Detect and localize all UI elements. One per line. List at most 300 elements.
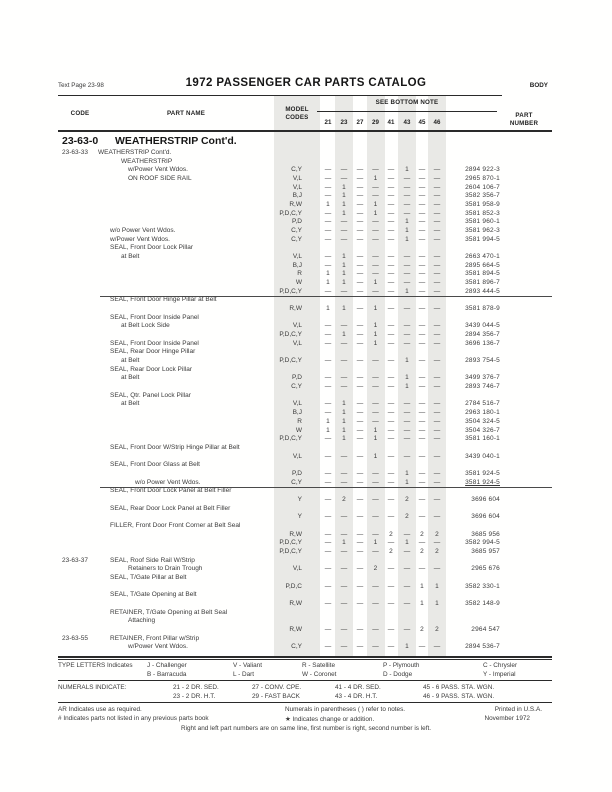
model-qty-cell: — (356, 227, 364, 235)
model-qty-cell: 1 (405, 374, 409, 382)
row-part-number: 3582 994-5 (465, 539, 500, 547)
row-part-name: w/o Power Vent Wdos. (135, 478, 201, 486)
model-qty-cell: 1 (342, 417, 346, 425)
model-qty-cell: — (356, 357, 364, 365)
model-qty-cell: — (340, 478, 348, 486)
model-qty-cell: — (356, 478, 364, 486)
model-qty-cell: — (403, 426, 411, 434)
row-part-name: SEAL, Roof Side Rail W/Strip (110, 556, 195, 564)
row-part-number: 3439 044-5 (465, 322, 500, 330)
model-qty-cell: — (324, 469, 332, 477)
model-qty-cell: — (387, 235, 395, 243)
model-qty-cell: — (387, 322, 395, 330)
table-row (0, 461, 612, 470)
row-model-codes: P,D,C,Y (279, 331, 302, 339)
model-qty-cell: — (433, 279, 441, 287)
model-qty-cell: — (403, 253, 411, 261)
model-qty-cell: — (433, 539, 441, 547)
model-qty-cell: — (372, 166, 379, 174)
model-qty-cell: 1 (342, 400, 346, 408)
model-qty-cell: 1 (420, 582, 424, 590)
model-qty-cell: — (372, 469, 379, 477)
model-qty-cell: 1 (326, 279, 330, 287)
model-qty-cell: 1 (405, 166, 409, 174)
row-code: 23-63-37 (62, 556, 89, 564)
row-model-codes: V,L (292, 253, 302, 261)
model-qty-cell: — (418, 209, 426, 217)
model-qty-cell: — (324, 539, 332, 547)
model-qty-cell: — (324, 218, 332, 226)
model-qty-cell: — (387, 469, 395, 477)
row-part-number: 3685 956 (471, 530, 500, 538)
col-header-code: CODE (70, 110, 90, 117)
model-qty-cell: — (387, 417, 395, 425)
row-part-name: SEAL, Front Door Lock Panel at Belt Filler (110, 487, 232, 495)
model-qty-cell: — (340, 643, 348, 651)
table-row (0, 635, 612, 644)
row-model-codes: C,Y (291, 383, 302, 391)
row-model-codes: P,D,C,Y (279, 435, 302, 443)
model-qty-cell: — (356, 331, 364, 339)
row-part-name: w/o Power Vent Wdos. (110, 227, 176, 235)
model-qty-cell: — (433, 435, 441, 443)
row-part-name: SEAL, T/Gate Opening at Belt (110, 591, 197, 599)
section-code: 23-63-0 (62, 135, 99, 147)
model-qty-cell: 1 (326, 201, 330, 209)
model-qty-cell: — (418, 417, 426, 425)
row-model-codes: R,W (289, 201, 302, 209)
note-star: ★ Indicates change or addition. (285, 716, 375, 723)
model-qty-cell: — (418, 409, 426, 417)
row-model-codes: V,L (292, 175, 302, 183)
row-part-number: 2663 470-1 (465, 253, 500, 261)
model-qty-cell: 1 (342, 279, 346, 287)
model-qty-cell: — (356, 417, 364, 425)
table-header-rule (58, 130, 552, 132)
model-qty-cell: — (433, 183, 441, 191)
row-part-number: 3685 957 (471, 547, 500, 555)
model-qty-cell: — (418, 331, 426, 339)
model-qty-cell: — (433, 478, 441, 486)
model-qty-cell: — (356, 435, 364, 443)
row-part-name: SEAL, Front Door Hinge Pillar at Belt (110, 296, 217, 304)
row-model-codes: R,W (289, 599, 302, 607)
model-qty-cell: 2 (420, 625, 424, 633)
model-qty-cell: 1 (373, 279, 378, 287)
model-qty-cell: — (403, 322, 411, 330)
model-qty-cell: 2 (405, 513, 409, 521)
model-qty-cell: 1 (405, 218, 409, 226)
model-qty-cell: — (372, 400, 379, 408)
model-qty-cell: — (418, 305, 426, 313)
model-qty-cell: — (387, 383, 395, 391)
model-qty-cell: — (356, 565, 364, 573)
table-row (0, 227, 612, 236)
model-qty-cell: — (356, 270, 364, 278)
row-model-codes: P,D (292, 469, 302, 477)
model-qty-cell: — (324, 227, 332, 235)
model-qty-cell: — (356, 192, 364, 200)
model-qty-cell: — (418, 227, 426, 235)
row-part-name: WEATHERSTRIP (121, 157, 173, 165)
legend-entry: 43 - 4 DR. H.T. (335, 693, 378, 700)
legend-entry: B - Barracuda (147, 671, 187, 678)
model-qty-cell: — (324, 253, 332, 261)
model-qty-cell: — (372, 374, 379, 382)
row-part-number: 2964 547 (471, 625, 500, 633)
model-qty-cell: — (340, 565, 348, 573)
model-qty-cell: — (356, 643, 364, 651)
model-qty-cell: — (403, 599, 411, 607)
model-qty-cell: — (403, 175, 411, 183)
note-hash: # Indicates parts not listed in any previous parts book (58, 715, 209, 722)
model-qty-cell: — (372, 625, 379, 633)
model-qty-cell: — (387, 643, 395, 651)
model-qty-cell: — (433, 452, 441, 460)
table-row (0, 609, 612, 618)
model-qty-cell: — (433, 417, 441, 425)
row-part-name: at Belt Lock Side (121, 322, 170, 330)
model-qty-cell: — (340, 357, 348, 365)
table-row (0, 244, 612, 253)
model-qty-cell: — (372, 357, 379, 365)
model-qty-cell: 1 (326, 417, 330, 425)
table-row (0, 557, 612, 566)
model-qty-cell: — (340, 513, 348, 521)
row-part-name: SEAL, T/Gate Pillar at Belt (110, 573, 187, 581)
footer-double-rule-bottom (58, 659, 552, 660)
col-header-numeral: 46 (433, 119, 441, 126)
legend-entry: P - Plymouth (383, 662, 420, 669)
model-qty-cell: — (356, 287, 364, 295)
table-row (0, 149, 612, 158)
model-qty-cell: — (340, 383, 348, 391)
title-rule (58, 95, 502, 96)
col-header-numeral: 21 (324, 119, 332, 126)
model-qty-cell: — (387, 331, 395, 339)
model-qty-cell: — (372, 218, 379, 226)
table-row (0, 201, 612, 210)
table-row (0, 348, 612, 357)
model-qty-cell: 1 (373, 209, 378, 217)
model-qty-cell: 1 (373, 539, 378, 547)
row-model-codes: P,D,C,Y (279, 547, 302, 555)
row-part-name: SEAL, Rear Door Lock Pillar (110, 365, 193, 373)
model-qty-cell: — (418, 287, 426, 295)
model-qty-cell: 1 (405, 235, 409, 243)
legend-entry: Y - Imperial (483, 671, 516, 678)
table-row (0, 392, 612, 401)
model-qty-cell: 1 (405, 383, 409, 391)
model-qty-cell: — (372, 253, 379, 261)
model-qty-cell: 1 (342, 183, 346, 191)
model-qty-cell: — (403, 417, 411, 425)
row-part-name: at Belt (121, 357, 140, 365)
model-qty-cell: — (356, 469, 364, 477)
table-row (0, 210, 612, 219)
model-qty-cell: — (372, 417, 379, 425)
table-row (0, 366, 612, 375)
model-qty-cell: — (387, 183, 395, 191)
row-part-name: WEATHERSTRIP Cont'd. (98, 149, 172, 156)
row-model-codes: C,Y (291, 227, 302, 235)
numerals-rule-top (58, 680, 552, 681)
model-qty-cell: — (418, 235, 426, 243)
model-qty-cell: — (387, 599, 395, 607)
model-qty-cell: — (372, 183, 379, 191)
row-model-codes: C,Y (291, 235, 302, 243)
model-qty-cell: — (356, 599, 364, 607)
model-qty-cell: — (324, 643, 332, 651)
model-qty-cell: — (403, 279, 411, 287)
model-qty-cell: 2 (405, 495, 409, 503)
model-qty-cell: — (356, 305, 364, 313)
model-qty-cell: — (418, 357, 426, 365)
model-qty-cell: — (324, 435, 332, 443)
model-qty-cell: — (403, 201, 411, 209)
row-part-number: 2893 746-7 (465, 383, 500, 391)
row-part-name: SEAL, Front Door Glass at Belt (110, 461, 200, 469)
model-qty-cell: — (418, 513, 426, 521)
model-qty-cell: — (372, 547, 379, 555)
table-row (0, 374, 612, 383)
row-model-codes: R (297, 417, 302, 425)
table-row (0, 331, 612, 340)
model-qty-cell: — (403, 409, 411, 417)
model-qty-cell: — (418, 175, 426, 183)
model-qty-cell: — (433, 357, 441, 365)
table-row (0, 427, 612, 436)
legend-entry: D - Dodge (383, 671, 413, 678)
col-header-numeral: 29 (372, 119, 379, 126)
model-qty-cell: 2 (389, 547, 393, 555)
model-qty-cell: — (418, 565, 426, 573)
model-qty-cell: 1 (405, 643, 409, 651)
row-model-codes: Y (297, 495, 302, 503)
model-qty-cell: — (324, 409, 332, 417)
row-part-number: 2604 106-7 (465, 183, 500, 191)
row-part-number: 3581 958-9 (465, 201, 500, 209)
row-part-name: ON ROOF SIDE RAIL (128, 175, 192, 183)
model-qty-cell: — (387, 218, 395, 226)
table-row (0, 496, 612, 505)
col-header-model-codes-l1: MODEL (285, 106, 309, 113)
numerals-label: NUMERALS INDICATE: (58, 684, 127, 691)
table-row (0, 279, 612, 288)
table-row (0, 218, 612, 227)
model-qty-cell: — (403, 400, 411, 408)
row-part-number: 3581 896-7 (465, 279, 500, 287)
table-row (0, 453, 612, 462)
row-model-codes: C,Y (291, 166, 302, 174)
row-part-name: SEAL, Rear Door Lock Panel at Belt Filler (110, 504, 231, 512)
col-header-numeral: 41 (387, 119, 395, 126)
model-qty-cell: — (387, 478, 395, 486)
model-qty-cell: — (356, 261, 364, 269)
model-qty-cell: 1 (373, 435, 378, 443)
table-row (0, 583, 612, 592)
model-qty-cell: — (356, 166, 364, 174)
model-qty-cell: 1 (373, 331, 378, 339)
table-row (0, 400, 612, 409)
model-qty-cell: — (356, 339, 364, 347)
table-row (0, 383, 612, 392)
model-qty-cell: 1 (373, 339, 378, 347)
table-row (0, 522, 612, 531)
row-model-codes: V,L (292, 452, 302, 460)
model-qty-cell: 1 (342, 409, 346, 417)
row-part-name: SEAL, Front Door Inside Panel (110, 339, 199, 347)
row-part-number: 2894 536-7 (465, 643, 500, 651)
model-qty-cell: — (387, 279, 395, 287)
legend-entry: J - Challenger (147, 662, 187, 669)
table-row (0, 565, 612, 574)
model-qty-cell: — (433, 400, 441, 408)
model-qty-cell: — (418, 201, 426, 209)
table-row (0, 513, 612, 522)
model-qty-cell: — (340, 599, 348, 607)
model-qty-cell: — (433, 409, 441, 417)
model-qty-cell: — (403, 270, 411, 278)
model-qty-cell: — (433, 201, 441, 209)
model-qty-cell: — (418, 400, 426, 408)
model-qty-cell: — (433, 261, 441, 269)
row-part-name: at Belt (121, 400, 140, 408)
model-qty-cell: — (324, 339, 332, 347)
model-qty-cell: — (418, 539, 426, 547)
model-qty-cell: — (433, 209, 441, 217)
model-qty-cell: — (418, 495, 426, 503)
model-qty-cell: 1 (435, 582, 439, 590)
model-qty-cell: — (403, 331, 411, 339)
model-qty-cell: 1 (373, 322, 378, 330)
model-qty-cell: — (324, 261, 332, 269)
model-qty-cell: — (372, 192, 379, 200)
model-qty-cell: — (403, 183, 411, 191)
model-qty-cell: — (324, 175, 332, 183)
model-qty-cell: — (387, 339, 395, 347)
model-qty-cell: — (433, 383, 441, 391)
row-model-codes: P,D,C,Y (279, 357, 302, 365)
row-part-number: 3499 376-7 (465, 374, 500, 382)
model-qty-cell: — (356, 183, 364, 191)
table-row (0, 175, 612, 184)
row-part-name: Attaching (128, 617, 156, 625)
model-qty-cell: — (356, 253, 364, 261)
row-part-name: RETAINER, T/Gate Opening at Belt Seal (110, 608, 228, 616)
model-qty-cell: — (387, 270, 395, 278)
model-qty-cell: 1 (342, 201, 346, 209)
col-header-part-number-l1: PART (515, 112, 533, 119)
model-qty-cell: — (433, 218, 441, 226)
row-part-number: 2784 516-7 (465, 400, 500, 408)
model-qty-cell: — (418, 270, 426, 278)
model-qty-cell: 1 (326, 305, 330, 313)
col-header-numeral: 43 (403, 119, 411, 126)
table-row (0, 184, 612, 193)
row-model-codes: R,W (289, 530, 302, 538)
row-model-codes: P,D (292, 218, 302, 226)
model-qty-cell: — (340, 287, 348, 295)
model-qty-cell: — (324, 192, 332, 200)
model-qty-cell: — (418, 383, 426, 391)
legend-entry: 27 - CONV. CPE. (252, 684, 302, 691)
model-qty-cell: — (372, 287, 379, 295)
table-row (0, 305, 612, 314)
table-row (0, 591, 612, 600)
model-qty-cell: — (340, 339, 348, 347)
row-code: 23-63-55 (62, 634, 89, 642)
model-qty-cell: — (387, 513, 395, 521)
model-qty-cell: — (418, 253, 426, 261)
model-qty-cell: — (403, 209, 411, 217)
model-qty-cell: — (324, 452, 332, 460)
model-qty-cell: — (387, 565, 395, 573)
model-qty-cell: — (418, 339, 426, 347)
model-qty-cell: — (387, 201, 395, 209)
model-qty-cell: 1 (405, 469, 409, 477)
model-qty-cell: — (356, 452, 364, 460)
model-qty-cell: — (356, 218, 364, 226)
table-row (0, 236, 612, 245)
see-note-underline (317, 111, 497, 112)
model-qty-cell: 2 (435, 625, 439, 633)
table-row (0, 409, 612, 418)
model-qty-cell: — (324, 400, 332, 408)
model-qty-cell: — (418, 469, 426, 477)
model-qty-cell: — (372, 643, 379, 651)
model-qty-cell: — (324, 582, 332, 590)
model-qty-cell: — (418, 322, 426, 330)
model-qty-cell: — (340, 530, 348, 538)
row-model-codes: V,L (292, 183, 302, 191)
model-qty-cell: — (372, 530, 379, 538)
model-qty-cell: — (324, 478, 332, 486)
legend-entry: 29 - FAST BACK (252, 693, 300, 700)
row-part-number: 3581 994-5 (465, 235, 500, 243)
model-qty-cell: — (324, 565, 332, 573)
model-qty-cell: — (387, 582, 395, 590)
row-part-name: Retainers to Drain Trough (128, 565, 203, 573)
model-qty-cell: — (433, 253, 441, 261)
model-qty-cell: — (433, 426, 441, 434)
row-part-number: 3504 324-5 (465, 417, 500, 425)
model-qty-cell: — (324, 383, 332, 391)
model-qty-cell: — (356, 175, 364, 183)
model-qty-cell: — (387, 261, 395, 269)
model-qty-cell: — (372, 582, 379, 590)
model-qty-cell: 1 (405, 357, 409, 365)
model-qty-cell: — (387, 287, 395, 295)
model-qty-cell: — (324, 183, 332, 191)
model-qty-cell: — (403, 305, 411, 313)
col-header-part-number-l2: NUMBER (509, 120, 539, 127)
model-qty-cell: — (324, 331, 332, 339)
model-qty-cell: 1 (342, 270, 346, 278)
col-header-part-name: PART NAME (166, 110, 206, 117)
model-qty-cell: 2 (373, 565, 378, 573)
note-ar: AR Indicates use as required. (58, 706, 142, 713)
model-qty-cell: 1 (342, 426, 346, 434)
model-qty-cell: — (418, 192, 426, 200)
model-qty-cell: 1 (342, 331, 346, 339)
row-model-codes: C,Y (291, 478, 302, 486)
model-qty-cell: — (324, 166, 332, 174)
model-qty-cell: — (387, 495, 395, 503)
row-model-codes: W (295, 279, 302, 287)
model-qty-cell: — (403, 582, 411, 590)
row-part-number: 3696 136-7 (465, 339, 500, 347)
